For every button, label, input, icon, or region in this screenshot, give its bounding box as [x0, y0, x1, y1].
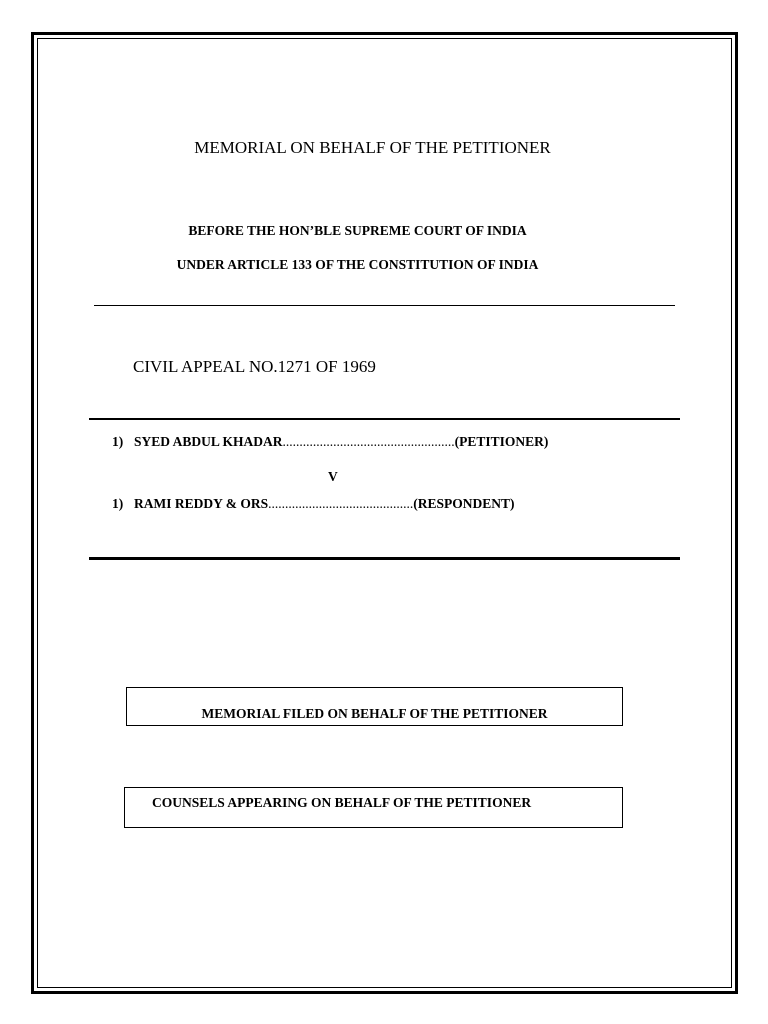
counsels-box	[124, 787, 623, 828]
constitution-article-line: UNDER ARTICLE 133 OF THE CONSTITUTION OF INDIA	[176, 257, 539, 272]
respondent-line	[112, 496, 515, 512]
counsels-label: COUNSELS APPEARING ON BEHALF OF THE PETITIONER	[152, 795, 532, 810]
court-name-line: BEFORE THE HON’BLE SUPREME COURT OF INDIA	[188, 223, 527, 238]
versus-label: V	[328, 469, 338, 484]
petitioner-leader-dots: ...................................................	[282, 434, 455, 449]
parties-bottom-divider	[89, 557, 680, 560]
thin-divider	[94, 305, 675, 306]
petitioner-line	[112, 434, 548, 450]
memorial-filed-label: MEMORIAL FILED ON BEHALF OF THE PETITIONER	[201, 706, 548, 721]
petitioner-role: (PETITIONER)	[454, 434, 549, 449]
petitioner-number: 1)	[112, 434, 124, 449]
memorial-filed-box	[126, 687, 623, 726]
respondent-role: (RESPONDENT)	[413, 496, 515, 511]
respondent-number: 1)	[112, 496, 124, 511]
civil-appeal-number: CIVIL APPEAL NO.1271 OF 1969	[133, 357, 376, 376]
respondent-leader-dots: ...........................................	[268, 496, 414, 511]
parties-top-divider	[89, 418, 680, 420]
page-border-inner	[37, 38, 732, 988]
respondent-name: RAMI REDDY & ORS	[134, 496, 269, 511]
petitioner-name: SYED ABDUL KHADAR	[134, 434, 283, 449]
memorial-title: MEMORIAL ON BEHALF OF THE PETITIONER	[194, 138, 551, 157]
